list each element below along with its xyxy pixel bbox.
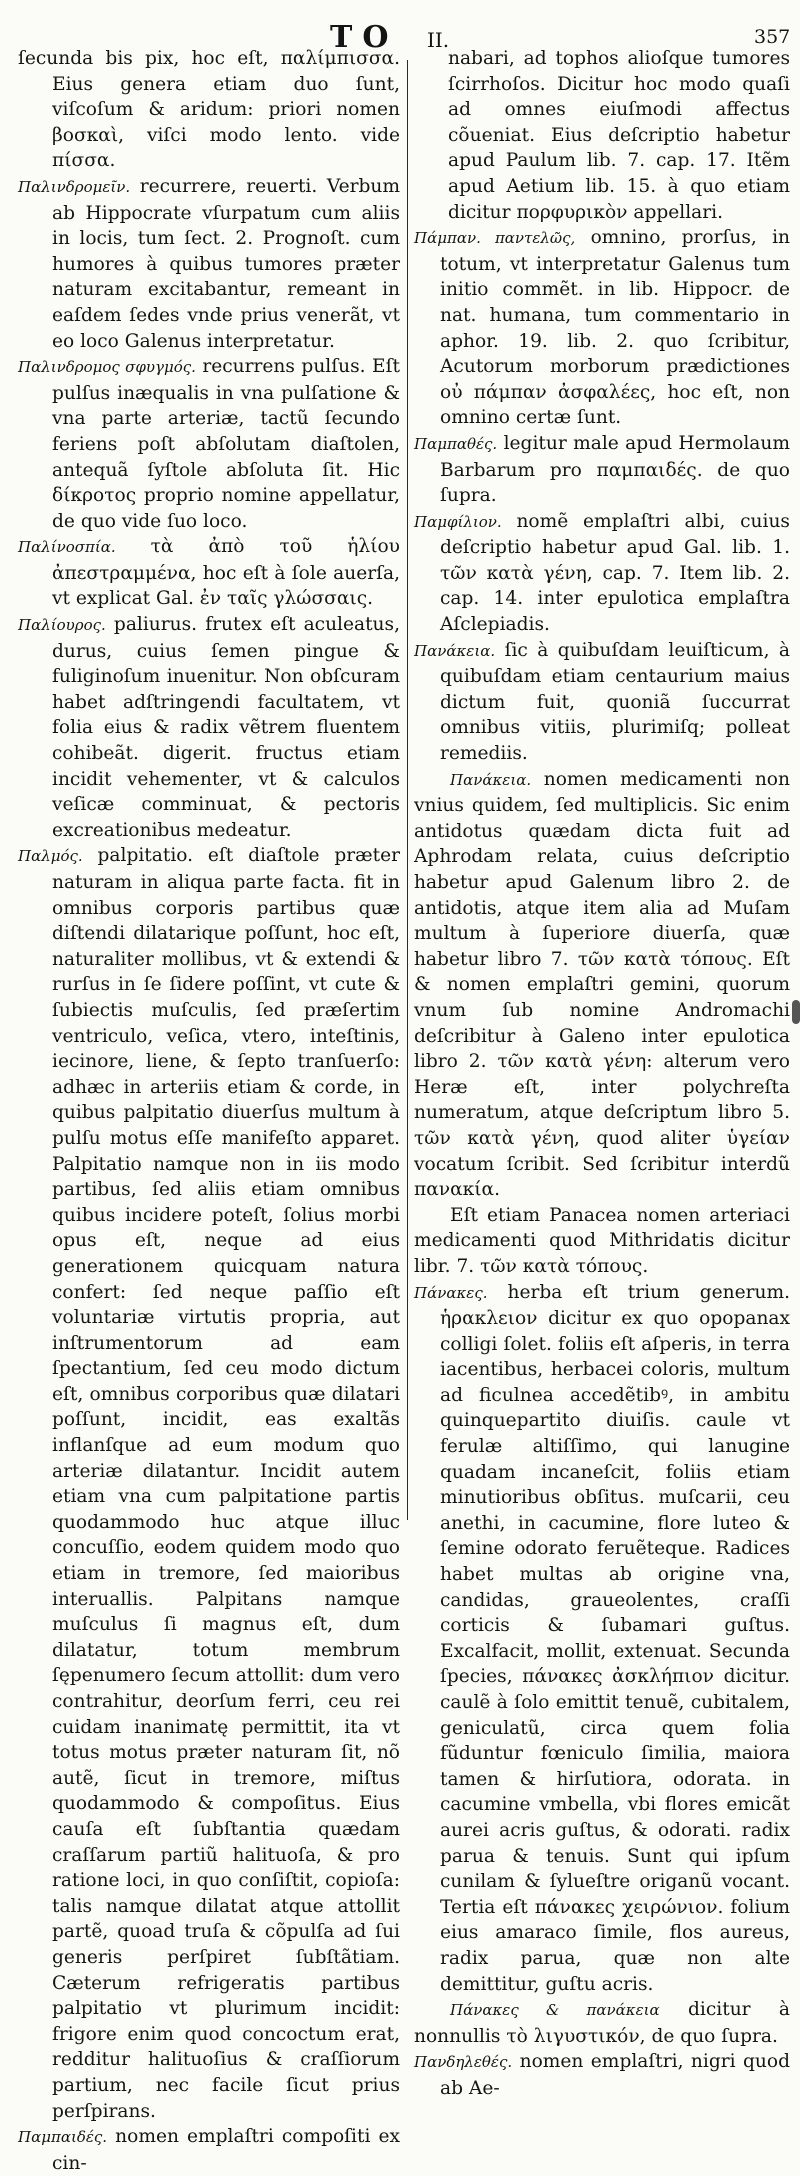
dictionary-entry xyxy=(414,767,790,1203)
entry-text: herba eſt trium generum. ἡρακλειον dicitur ex quo opopanax colligi ſolet. foliis eſt aſperis, in terra iacentibus, herbacei coloris, multum ad ficulnea accedẽtibꝰ, in ambitu quinquepartito diuiſis. caule vt ferulæ altiſſimo, qui lanugine quadam incaneſcit, foliis etiam minutioribus obſitus. muſcarii, ceu anethi, in cacumine, flore luteo & ſemine odorato feruẽteque. Radices habet multas ab origine vna, candidas, graueolentes, craſſi corticis & ſubamari guſtus. Excalfacit, mollit, extenuat. Secunda ſpecies, πάνακες ἀσκλήπιον dicitur. caulẽ à ſolo emittit tenuẽ, cubitalem, geniculatũ, circa quem folia fũduntur fœniculo ſimilia, maiora tamen & hirſutiora, odorata. in cacumine vmbella, vbi flores emicãt aurei acris guſtus, & odorati. radix parua & tenuis. Sunt qui ipſum cunilam & ſylueſtre origanũ vocant. Tertia eſt πάνακες χειρώνιον. folium eius amaraco ſimile, flos aureus, radix parua, quæ non alte demittitur, guſtu acris. xyxy=(440,1281,790,1995)
entry-text: Eſt etiam Panacea nomen arteriaci medicamenti quod Mithridatis dicitur libr. 7. τῶν κατὰ τόπους. xyxy=(414,1204,790,1277)
dictionary-entry xyxy=(414,1997,790,2049)
entry-text: nomen medicamenti non vnius quidem, ſed multiplicis. Sic enim antidotus quædam dicta fuit ad Aphrodam relata, cuius deſcriptio habetur apud Galenum libro 2. de antidotis, atque item alia ad Muſam multum à ſuperiore diuerſa, quæ habetur libro 7. τῶν κατὰ τόπους. Eſt & nomen emplaſtri gemini, quorum vnum ſub nomine Andromachi deſcribitur à Galeno inter epulotica libro 2. τῶν κατὰ γένη: alterum vero Heræ eſt, inter polychreſta numeratum, atque deſcriptum libro 5. τῶν κατὰ γένη, quod aliter ὑγείαν vocatum ſcribit. Sed ſcribitur interdũ πανακία. xyxy=(414,768,790,1201)
entry-text: dicitur à nonnullis τὸ λιγυστικόν, de quo ſupra. xyxy=(414,1999,790,2047)
entry-text: nabari, ad tophos alioſque tumores ſcirrhoſos. Dicitur hoc modo quaſi ad omnes eiuſmodi affectus cõueniat. Eius deſcriptio habetur apud Paulum lib. 7. cap. 17. Itẽm apud Aetium lib. 15. à quo etiam dicitur πορφυρικὸν appellari. xyxy=(448,48,790,223)
dictionary-entry xyxy=(18,843,400,2124)
entry-headword: Πανάκεια. xyxy=(450,770,532,789)
column-divider xyxy=(407,60,408,1520)
entry-text: τὰ ἀπὸ τοῦ ἡλίου ἀπεστραμμένα, hoc eſt à ſole auerſa, vt explicat Gal. ἐν ταῖς γλώσσαις. xyxy=(52,536,400,610)
entry-text: recurrere, reuerti. Verbum ab Hippocrate vſurpatum cum aliis in locis, tum ſect. 2. Prognoſt. cum humores à quibus tumores præter naturam excitabantur, remeant in eaſdem ſedes vnde prius venerãt, vt eo loco Galenus interpretatur. xyxy=(52,175,400,352)
entry-headword: Πανάκεια. xyxy=(414,641,496,660)
entry-text: paliurus. frutex eſt aculeatus, durus, cuius ſemen pingue & fuliginoſum inuenitur. Non obſcuram habet adſtringendi facultatem, vt folia eius & radix vẽtrem fluentem cohibeãt. digerit. fructus etiam incidit vehementer, vt & calculos veſicæ comminuat, & pectoris excreationibus medeatur. xyxy=(52,614,400,841)
section-title: TO xyxy=(330,20,399,55)
dictionary-entry xyxy=(414,225,790,431)
dictionary-entry xyxy=(414,638,790,767)
entry-text: ſic à quibuſdam leuiſticum, à quibuſdam etiam centaurium maius dictum fuit, quoniã ſuccurrat omnibus vitiis, plurimiſq; polleat remediis. xyxy=(440,639,790,765)
entry-headword: Πάμπαν. παντελῶς, xyxy=(414,229,576,248)
column-marker: II. xyxy=(427,28,450,52)
entry-text: nomen emplaſtri, nigri quod ab Ae- xyxy=(440,2051,790,2099)
entry-text: ſecunda bis pix, hoc eſt, παλίμπισσα. Eius genera etiam duo ſunt, viſcoſum & aridum: priori nomen βοσκαὶ, viſci modo lento. vide πίσσα. xyxy=(18,48,400,172)
dictionary-entry xyxy=(18,2124,400,2176)
dictionary-entry xyxy=(414,1203,790,1280)
entry-headword: Παμπαιδές. xyxy=(18,2128,108,2147)
dictionary-entry xyxy=(18,46,400,174)
entry-text: recurrens pulſus. Eſt pulſus inæqualis in vna pulſatione & vna parte arteriæ, tactũ ſecundo feriens poſt abſolutam diaſtolen, antequã ſyſtole abſoluta ſit. Hic δίκροτος proprio nomine appellatur, de quo vide ſuo loco. xyxy=(52,356,400,532)
entry-text: palpitatio. eſt diaſtole præter naturam in aliqua parte facta. fit in omnibus corporis partibus quæ diſtendi dilatarique poſſunt, hoc eſt, naturaliter mollibus, vt & extendi & rurſus in ſe ſidere poſſint, vt cute & ſubiectis muſculis, ſed præſertim ventriculo, veſica, vtero, inteſtinis, iecinore, liene, & ſepto tranſuerſo: adhæc in arteriis etiam & corde, in quibus palpitatio diuerſus multum à pulſu motus eſſe manifeſto apparet. Palpitatio namque non in iis modo partibus, ſed aliis etiam omnibus quibus incidere poteſt, ſolius morbi opus eſt, neque ad eius generationem quicquam natura confert: ſed neque paſſio eſt voluntariæ virtutis propria, aut inſtrumentorum ad eam ſpectantium, ſed ceu modo dictum eſt, omnibus corporibus quæ dilatari poſſunt, incidit, eas exaltãs inflanſque ad eum modum quo arteriæ dilatantur. Incidit autem etiam vna cum palpitatione partis quodammodo huc atque illuc concuſſio, eodem quidem modo quo etiam in tremore, ſed maioribus interuallis. Palpitans namque muſculus ſi magnus eſt, dum dilatatur, totum membrum ſępenumero ſecum attollit: dum vero contrahitur, deorſum ferri, ceu rei cuidam inanimatę permittit, ita vt totus motus præter naturam ſit, nõ autẽ, ſicut in tremore, miſtus quodammodo & compoſitus. Eius cauſa eſt ſubſtantia quædam craſſarum partiũ halituoſa, & pro ratione loci, in quo conſiſtit, copioſa: talis namque dilatat atque attollit partẽ, quoad truſa & cõpulſa ad ſui generis perſpiret ſubſtãtiam. Cæterum refrigeratis partibus palpitatio vt plurimum incidit: frigore enim quod concoctum erat, redditur halituoſius & craſſiorum partium, nec facile ſicut prius perſpirans. xyxy=(52,845,400,2122)
left-column xyxy=(18,46,400,2176)
ink-smudge xyxy=(792,1000,800,1024)
entry-headword: Παλίνοσπία. xyxy=(18,538,116,557)
dictionary-entry xyxy=(414,1280,790,1998)
entry-headword: Παμφίλιον. xyxy=(414,512,502,531)
entry-text: nomen emplaſtri compoſiti ex cin- xyxy=(52,2126,400,2174)
entry-headword: Πάνακες. xyxy=(414,1283,488,1302)
dictionary-entry xyxy=(414,431,790,509)
entry-text: legitur male apud Hermolaum Barbarum pro παμπαιδές. de quo ſupra. xyxy=(440,432,790,507)
right-column xyxy=(414,46,790,2102)
entry-headword: Πανδηλεθές. xyxy=(414,2053,513,2072)
entry-text: omnino, prorſus, in totum, vt interpretatur Galenus tum initio commẽt. in lib. Hippocr. de nat. humana, tum commentario in aphor. 19. lib. 2. quo ſcribitur, Acutorum morborum prædictiones οὐ πάμπαν ἀσφαλέες, hoc eſt, non omnino certæ ſunt. xyxy=(440,227,790,429)
dictionary-entry xyxy=(414,509,790,638)
page-number: 357 xyxy=(754,26,791,48)
dictionary-entry xyxy=(414,46,790,225)
dictionary-entry xyxy=(18,612,400,843)
dictionary-entry xyxy=(18,534,400,612)
entry-headword: Παλίουρος. xyxy=(18,616,106,635)
entry-text: nomẽ emplaſtri albi, cuius deſcriptio habetur apud Gal. lib. 1. τῶν κατὰ γένη, cap. 7. Item lib. 2. cap. 14. inter epulotica emplaſtra Aſclepiadis. xyxy=(440,510,790,636)
entry-headword: Παλινδρομεῖν. xyxy=(18,177,131,196)
entry-headword: Παλινδρομος σφυγμός. xyxy=(18,358,196,377)
dictionary-entry xyxy=(18,174,400,354)
dictionary-entry xyxy=(414,2049,790,2101)
entry-headword: Παλμός. xyxy=(18,847,83,866)
dictionary-entry xyxy=(18,354,400,534)
entry-headword: Παμπαθές. xyxy=(414,434,498,453)
entry-headword: Πάνακες & πανάκεια xyxy=(450,2001,660,2020)
